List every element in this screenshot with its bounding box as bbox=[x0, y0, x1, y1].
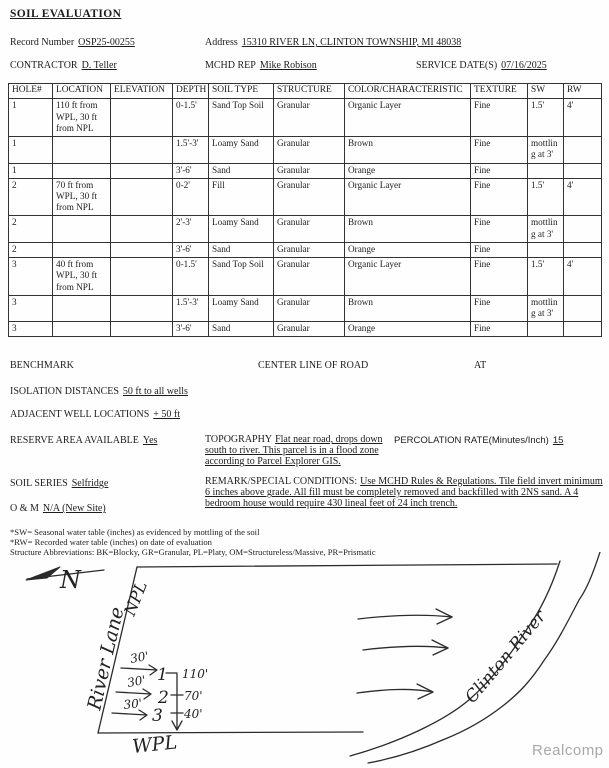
table-cell: Organic Layer bbox=[345, 178, 471, 216]
table-cell bbox=[528, 242, 564, 257]
table-cell: 4' bbox=[564, 178, 602, 216]
table-cell: Loamy Sand bbox=[209, 295, 274, 321]
isolation-distances-label: ISOLATION DISTANCES bbox=[10, 386, 119, 397]
distance-70-label: 70' bbox=[184, 689, 203, 703]
footnote-rw: *RW= Recorded water table (inches) on date of evaluation bbox=[10, 537, 212, 547]
table-cell: mottling at 3' bbox=[528, 295, 564, 321]
flow-arrow bbox=[357, 689, 433, 693]
table-cell bbox=[111, 163, 173, 178]
table-cell: 4' bbox=[564, 99, 602, 137]
remark-field bbox=[205, 476, 605, 510]
flow-arrows bbox=[357, 609, 452, 699]
table-cell bbox=[111, 99, 173, 137]
remark-value: Use MCHD Rules & Regulations. Tile field invert minimum 6 inches above grade. All fill must be completely removed and backfilled with 2NS sand. A 4 bedroom house would require 430 lineal feet of 24 inch trench. bbox=[205, 476, 603, 510]
table-cell: Granular bbox=[274, 137, 345, 163]
isolation-distances-value: 50 ft to all wells bbox=[122, 386, 188, 397]
table-cell: Brown bbox=[345, 295, 471, 321]
table-cell: Fine bbox=[471, 99, 528, 137]
column-header: ELEVATION bbox=[111, 84, 173, 99]
address-field bbox=[205, 37, 461, 48]
table-cell bbox=[564, 137, 602, 163]
npl-label: NPL bbox=[120, 578, 151, 619]
clinton-river bbox=[350, 552, 601, 763]
table-cell: Sand Top Soil bbox=[209, 258, 274, 296]
table-cell: Fine bbox=[471, 295, 528, 321]
table-cell bbox=[53, 322, 111, 337]
table-cell: 2'-3' bbox=[173, 216, 209, 242]
flow-arrow bbox=[363, 646, 448, 650]
column-header: DEPTH bbox=[173, 84, 209, 99]
river-label: Clinton River bbox=[461, 606, 551, 708]
table-cell: 4' bbox=[564, 258, 602, 296]
distance-40-label: 40' bbox=[184, 707, 203, 721]
table-cell: mottling at 3' bbox=[528, 137, 564, 163]
table-cell: 2 bbox=[9, 216, 53, 242]
adjacent-well-value: + 50 ft bbox=[153, 409, 181, 420]
table-cell: Orange bbox=[345, 322, 471, 337]
om-field bbox=[10, 503, 106, 514]
table-cell: 3'-6' bbox=[173, 242, 209, 257]
table-cell bbox=[111, 137, 173, 163]
soil-series-field bbox=[10, 478, 108, 489]
table-cell: 3 bbox=[9, 322, 53, 337]
hole-1-label: 1 bbox=[157, 665, 168, 685]
percolation-rate-value: 15 bbox=[552, 435, 564, 446]
table-row bbox=[9, 99, 602, 137]
column-header: LOCATION bbox=[53, 84, 111, 99]
table-cell bbox=[528, 163, 564, 178]
table-cell: 1.5' bbox=[528, 258, 564, 296]
address-value: 15310 RIVER LN, CLINTON TOWNSHIP, MI 48038 bbox=[241, 37, 462, 48]
table-cell: 0-1.5' bbox=[173, 258, 209, 296]
table-cell: Loamy Sand bbox=[209, 137, 274, 163]
soil-series-label: SOIL SERIES bbox=[10, 478, 68, 489]
table-row bbox=[9, 178, 602, 216]
service-dates-field bbox=[416, 60, 547, 71]
table-row bbox=[9, 242, 602, 257]
table-cell: Sand bbox=[209, 163, 274, 178]
table-cell: Granular bbox=[274, 322, 345, 337]
table-cell bbox=[53, 242, 111, 257]
table-cell: Sand Top Soil bbox=[209, 99, 274, 137]
table-cell: Brown bbox=[345, 216, 471, 242]
table-row bbox=[9, 137, 602, 163]
table-row bbox=[9, 322, 602, 337]
page-title: SOIL EVALUATION bbox=[10, 8, 122, 20]
record-number-value: OSP25-00255 bbox=[78, 37, 135, 48]
contractor-value: D. Teller bbox=[81, 60, 117, 71]
table-row bbox=[9, 295, 602, 321]
record-number-field bbox=[10, 37, 135, 48]
address-label: Address bbox=[205, 37, 238, 48]
dimension-line bbox=[166, 667, 208, 730]
adjacent-well-field bbox=[10, 409, 180, 420]
column-header: STRUCTURE bbox=[274, 84, 345, 99]
om-label: O & M bbox=[10, 503, 39, 514]
table-cell: Fine bbox=[471, 163, 528, 178]
table-cell: Fine bbox=[471, 178, 528, 216]
table-cell: 70 ft from WPL, 30 ft from NPL bbox=[53, 178, 111, 216]
table-cell: Brown bbox=[345, 137, 471, 163]
table-row bbox=[9, 258, 602, 296]
center-line-of-road-label: CENTER LINE OF ROAD bbox=[258, 360, 369, 371]
table-cell: Granular bbox=[274, 163, 345, 178]
table-header-row bbox=[9, 84, 602, 99]
hole-2-label: 2 bbox=[158, 688, 169, 708]
hole-numbers bbox=[152, 665, 169, 726]
mchd-rep-value: Mike Robison bbox=[259, 60, 317, 71]
table-cell bbox=[53, 137, 111, 163]
site-sketch bbox=[0, 552, 609, 768]
table-cell: 1 bbox=[9, 163, 53, 178]
soil-series-value: Selfridge bbox=[71, 478, 109, 489]
table-cell: Orange bbox=[345, 163, 471, 178]
topography-value: Flat near road, drops down south to river. This parcel is in a flood zone according to Parcel Explorer GIS. bbox=[205, 434, 383, 468]
table-cell: 1.5' bbox=[528, 178, 564, 216]
footnote-structure-abbreviations: Structure Abbreviations: BK=Blocky, GR=Granular, PL=Platy, OM=Structureless/Massive, PR=Prismatic bbox=[10, 547, 376, 557]
table-cell: 0-2' bbox=[173, 178, 209, 216]
service-dates-label: SERVICE DATE(S) bbox=[416, 60, 498, 71]
table-cell: mottling at 3' bbox=[528, 216, 564, 242]
table-cell: Granular bbox=[274, 295, 345, 321]
offset-label-1: 30' bbox=[129, 648, 150, 666]
table-cell: Sand bbox=[209, 322, 274, 337]
road-label: River Lane bbox=[83, 604, 129, 713]
table-cell: 1.5'-3' bbox=[173, 295, 209, 321]
service-dates-value: 07/16/2025 bbox=[501, 60, 547, 71]
distance-110-label: 110' bbox=[182, 667, 209, 681]
table-cell: Orange bbox=[345, 242, 471, 257]
hole-offsets bbox=[112, 649, 157, 720]
column-header: RW bbox=[564, 84, 602, 99]
table-row bbox=[9, 163, 602, 178]
table-cell bbox=[564, 163, 602, 178]
column-header: HOLE# bbox=[9, 84, 53, 99]
topography-field bbox=[205, 434, 397, 468]
table-cell bbox=[564, 216, 602, 242]
table-cell: 1 bbox=[9, 137, 53, 163]
table-cell bbox=[111, 295, 173, 321]
table-cell: 2 bbox=[9, 178, 53, 216]
table-cell bbox=[111, 178, 173, 216]
table-cell: Fine bbox=[471, 258, 528, 296]
table-cell: Fill bbox=[209, 178, 274, 216]
table-cell: Fine bbox=[471, 137, 528, 163]
table-cell: 1.5' bbox=[528, 99, 564, 137]
table-cell: 1 bbox=[9, 99, 53, 137]
offset-label-3: 30' bbox=[122, 696, 143, 712]
contractor-label: CONTRACTOR bbox=[10, 60, 78, 71]
benchmark-label: BENCHMARK bbox=[10, 360, 74, 371]
table-cell: Granular bbox=[274, 242, 345, 257]
table-cell bbox=[111, 216, 173, 242]
topography-label: TOPOGRAPHY bbox=[205, 434, 273, 445]
table-cell bbox=[528, 322, 564, 337]
north-arrow-icon bbox=[26, 566, 104, 594]
table-cell: 0-1.5' bbox=[173, 99, 209, 137]
isolation-distances-field bbox=[10, 386, 188, 397]
table-cell: Fine bbox=[471, 322, 528, 337]
flow-arrow bbox=[358, 615, 452, 619]
record-number-label: Record Number bbox=[10, 37, 75, 48]
table-cell: 2 bbox=[9, 242, 53, 257]
table-cell bbox=[564, 295, 602, 321]
hole-3-label: 3 bbox=[152, 706, 163, 726]
table-cell: 3 bbox=[9, 295, 53, 321]
table-cell: Granular bbox=[274, 258, 345, 296]
table-cell: Organic Layer bbox=[345, 258, 471, 296]
table-cell: 3 bbox=[9, 258, 53, 296]
column-header: COLOR/CHARACTERISTIC bbox=[345, 84, 471, 99]
adjacent-well-label: ADJACENT WELL LOCATIONS bbox=[10, 409, 150, 420]
table-cell bbox=[53, 216, 111, 242]
reserve-area-label: RESERVE AREA AVAILABLE bbox=[10, 435, 139, 446]
offset-label-2: 30' bbox=[126, 672, 147, 690]
percolation-rate-label: PERCOLATION RATE(Minutes/Inch) bbox=[394, 435, 549, 446]
table-cell bbox=[564, 242, 602, 257]
table-cell: 1.5'-3' bbox=[173, 137, 209, 163]
realcomp-watermark: Realcomp bbox=[532, 742, 604, 759]
table-cell: Fine bbox=[471, 216, 528, 242]
north-label: N bbox=[60, 566, 81, 594]
table-row bbox=[9, 216, 602, 242]
column-header: SW bbox=[528, 84, 564, 99]
mchd-rep-label: MCHD REP bbox=[205, 60, 256, 71]
table-cell: 3'-6' bbox=[173, 322, 209, 337]
at-label: AT bbox=[474, 360, 487, 371]
wpl-label: WPL bbox=[131, 731, 179, 758]
reserve-area-value: Yes bbox=[142, 435, 158, 446]
contractor-field bbox=[10, 60, 117, 71]
table-cell: Granular bbox=[274, 178, 345, 216]
table-cell bbox=[111, 258, 173, 296]
percolation-rate-field bbox=[394, 435, 606, 446]
table-cell: Sand bbox=[209, 242, 274, 257]
soil-evaluation-table bbox=[8, 83, 602, 337]
om-value: N/A (New Site) bbox=[42, 503, 106, 514]
table-cell: Fine bbox=[471, 242, 528, 257]
reserve-area-field bbox=[10, 435, 157, 446]
table-cell: 40 ft from WPL, 30 ft from NPL bbox=[53, 258, 111, 296]
table-cell bbox=[53, 163, 111, 178]
table-cell bbox=[111, 322, 173, 337]
mchd-rep-field bbox=[205, 60, 317, 71]
column-header: TEXTURE bbox=[471, 84, 528, 99]
table-cell: Granular bbox=[274, 216, 345, 242]
table-cell bbox=[111, 242, 173, 257]
table-cell: 3'-6' bbox=[173, 163, 209, 178]
table-cell: 110 ft from WPL, 30 ft from NPL bbox=[53, 99, 111, 137]
table-cell bbox=[53, 295, 111, 321]
remark-label: REMARK/SPECIAL CONDITIONS: bbox=[205, 476, 358, 487]
footnote-sw: *SW= Seasonal water table (inches) as evidenced by mottling of the soil bbox=[10, 527, 260, 537]
table-cell: Granular bbox=[274, 99, 345, 137]
column-header: SOIL TYPE bbox=[209, 84, 274, 99]
table-cell bbox=[564, 322, 602, 337]
table-cell: Organic Layer bbox=[345, 99, 471, 137]
table-cell: Loamy Sand bbox=[209, 216, 274, 242]
